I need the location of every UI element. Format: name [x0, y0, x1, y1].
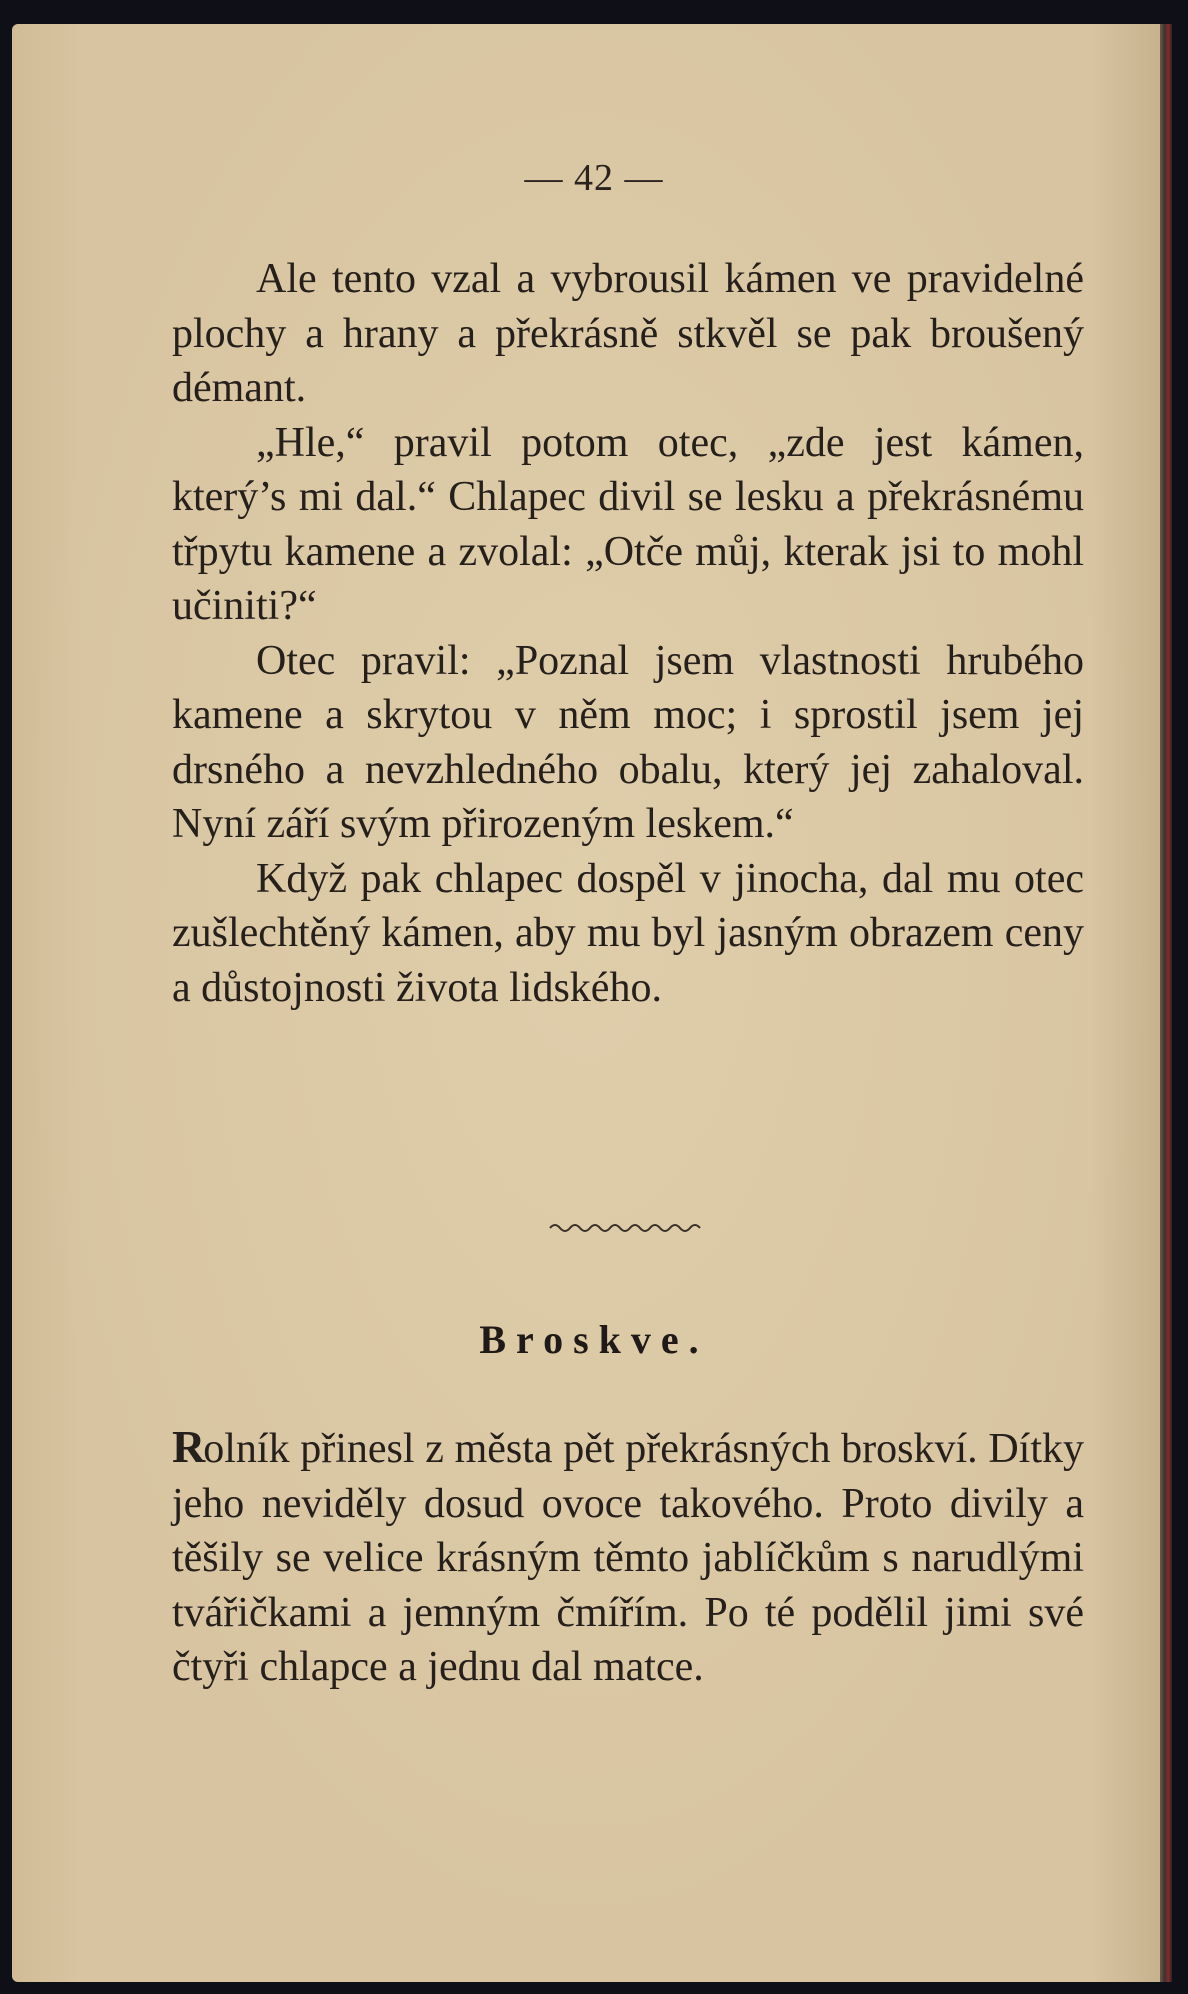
wavy-ornament-divider: [548, 1218, 708, 1238]
section-heading: Broskve.: [479, 1317, 709, 1362]
paragraph: „Hle,“ pravil potom otec, „zde jest kámen, který’s mi dal.“ Chlapec divil se lesku a překrásnému třpytu kamene a zvolal: „Otče můj, kterak jsi to mohl učiniti?“: [172, 419, 1084, 629]
story-text-block: [172, 252, 1084, 1015]
story-text-block: [172, 1420, 1084, 1695]
paragraph: Když pak chlapec dospěl v jinocha, dal mu otec zušlechtěný kámen, aby mu byl jasným obrazem ceny a důstojnosti života lidského.: [172, 855, 1084, 1011]
page-number: — 42 —: [524, 157, 664, 199]
book-spine-edge: [1160, 24, 1172, 1982]
paragraph: Ale tento vzal a vybrousil kámen ve pravidelné plochy a hrany a překrásně stkvěl se pak broušený démant.: [172, 256, 1084, 411]
paragraph-text: olník přinesl z města pět překrásných broskví. Dítky jeho neviděly dosud ovoce takového. Proto divily a těšily se velice krásným těmto jablíčkům s narudlými tvářičkami a jemným čmířím. Po té podělil jimi své čtyři chlapce a jednu dal matce.: [172, 1426, 1084, 1690]
initial-letter: R: [172, 1421, 204, 1472]
paragraph: Otec pravil: „Poznal jsem vlastnosti hrubého kamene a skrytou v něm moc; i sprostil jsem jej drsného a nevzhledného obalu, který jej zahaloval. Nyní září svým přirozeným leskem.“: [172, 637, 1084, 847]
paragraph: [172, 1420, 1084, 1695]
